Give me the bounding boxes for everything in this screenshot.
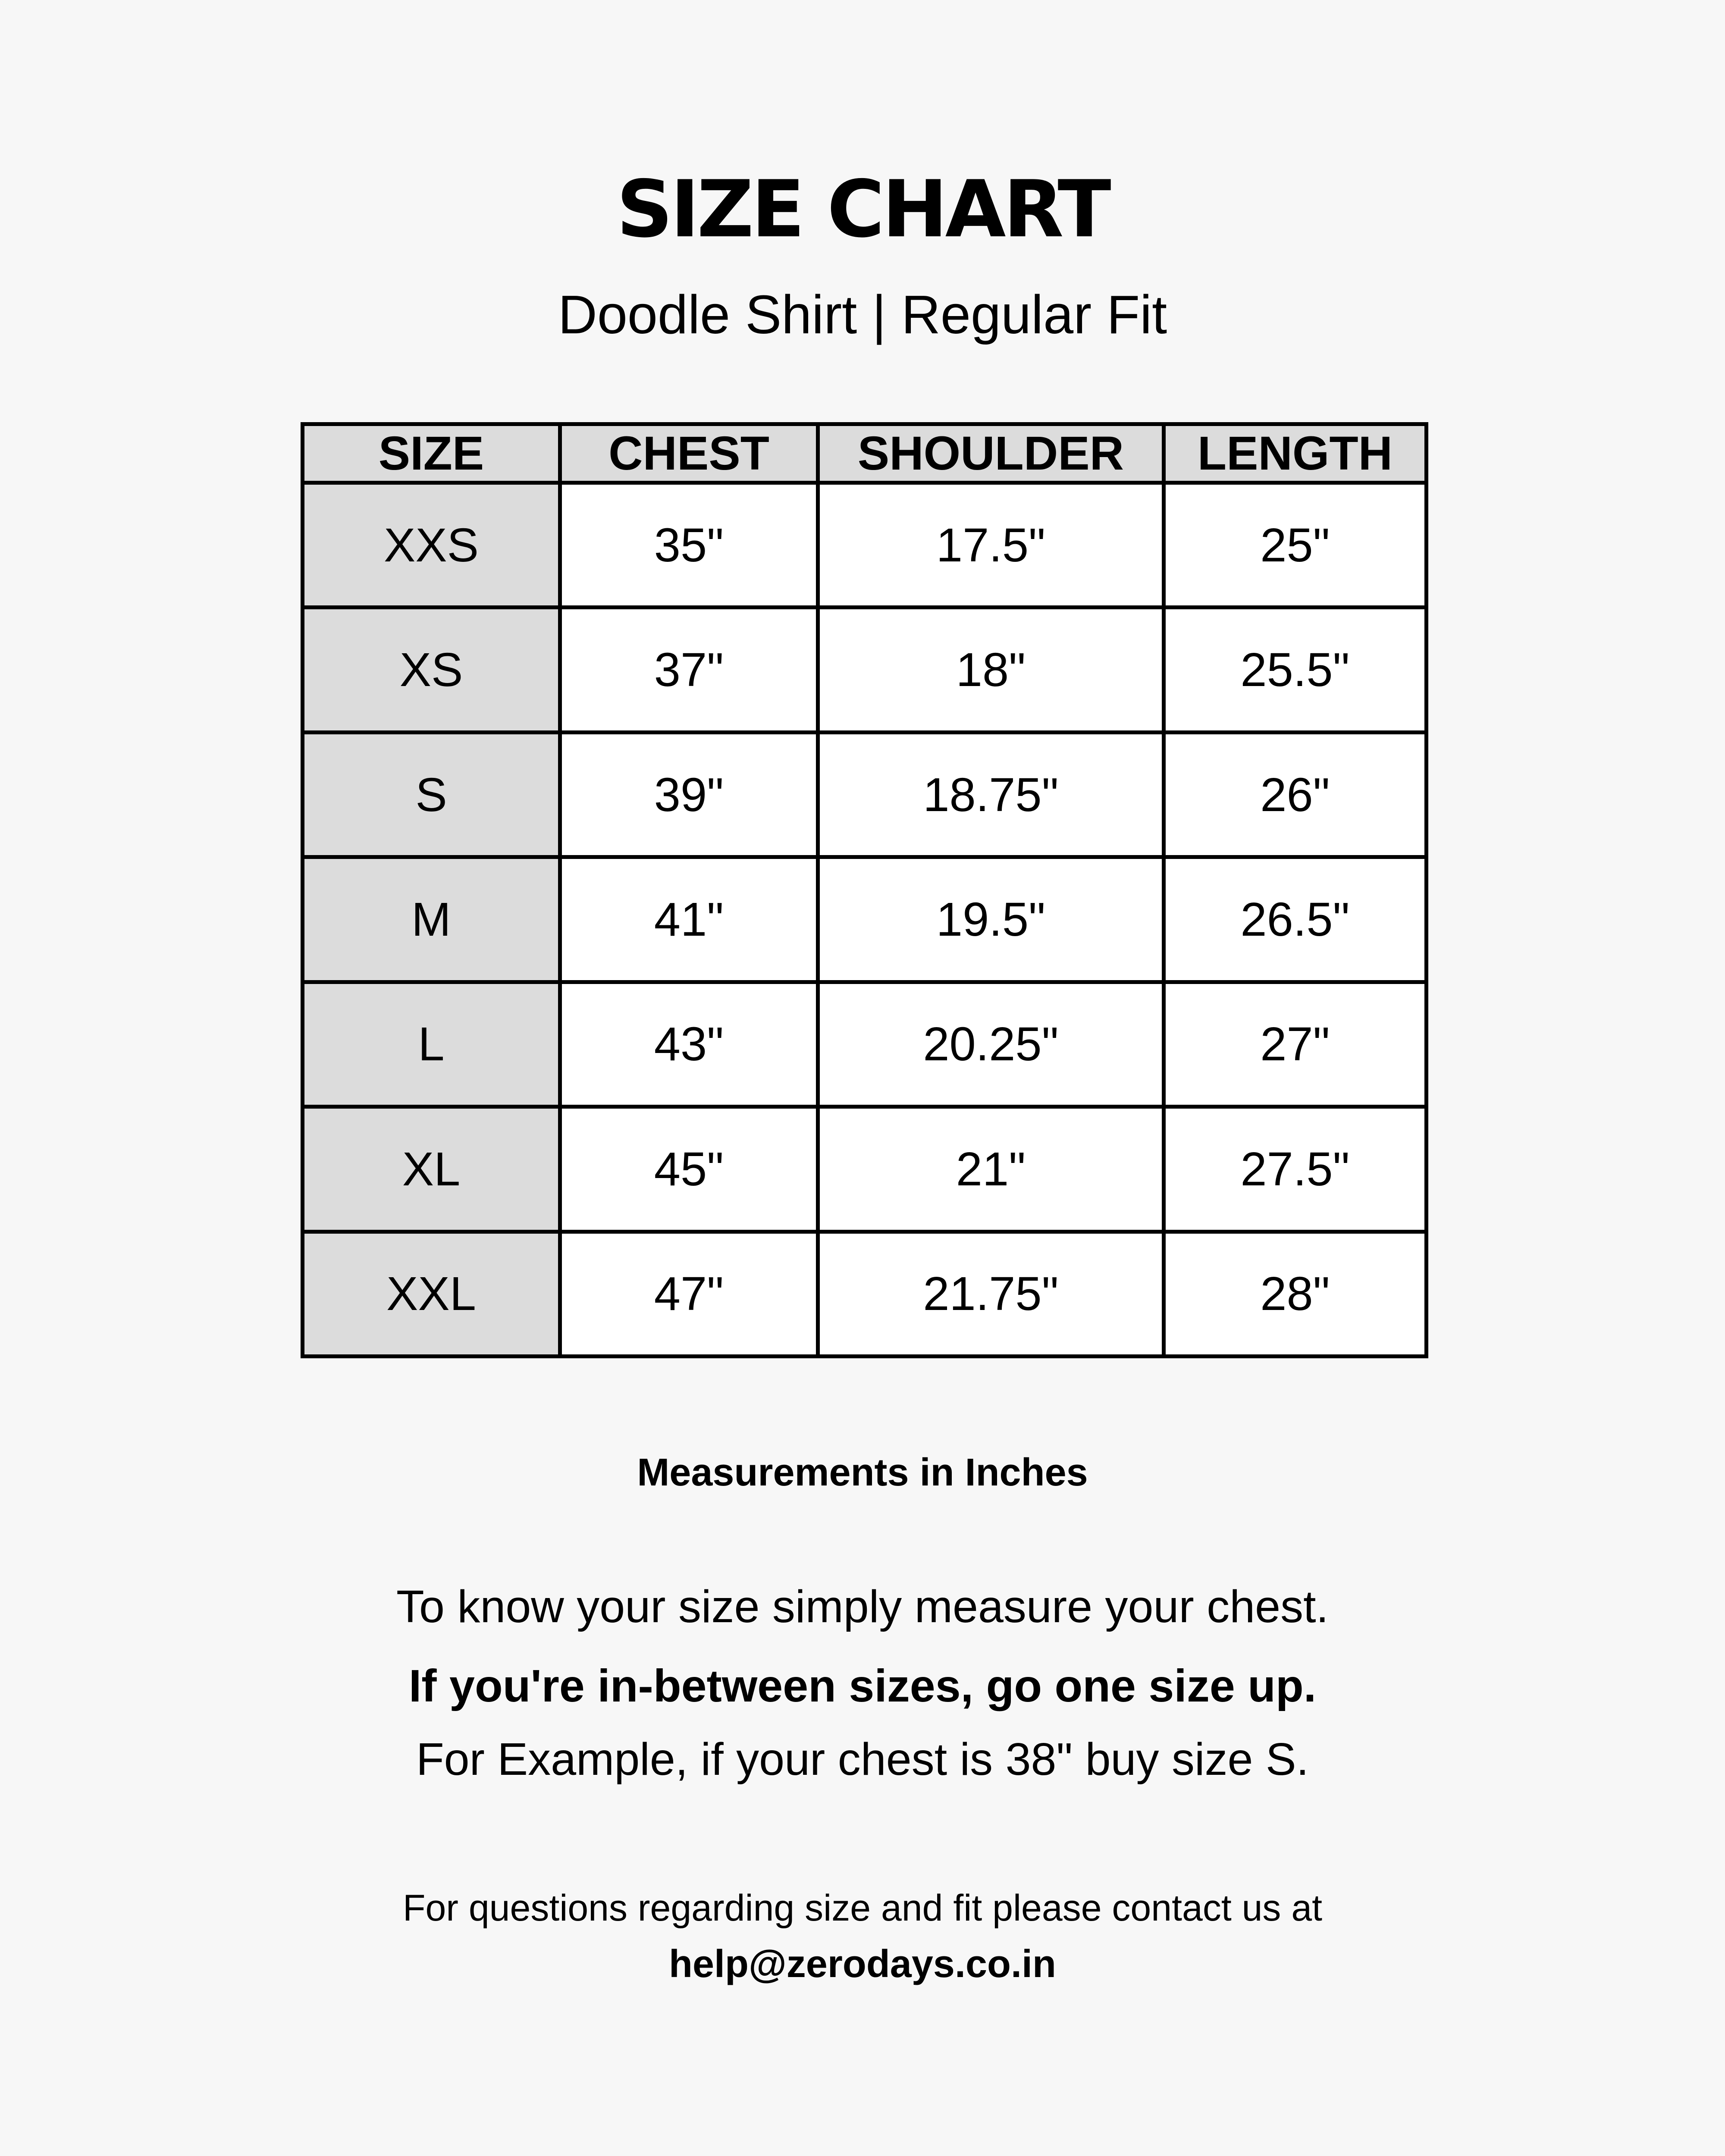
- shoulder-cell: 20.25": [818, 982, 1164, 1106]
- size-cell: XL: [303, 1107, 560, 1232]
- shoulder-cell: 17.5": [818, 483, 1164, 608]
- size-cell: S: [303, 732, 560, 857]
- table-row: [303, 608, 1427, 732]
- length-cell: 27": [1164, 982, 1427, 1106]
- table-header-row: [303, 424, 1427, 483]
- instruction-measure: To know your size simply measure your chest.: [396, 1581, 1329, 1632]
- shoulder-cell: 19.5": [818, 857, 1164, 982]
- contact-email-link[interactable]: help@zerodays.co.in: [669, 1943, 1056, 1986]
- table-row: [303, 857, 1427, 982]
- length-cell: 25": [1164, 483, 1427, 608]
- length-cell: 26": [1164, 732, 1427, 857]
- size-cell: XXS: [303, 483, 560, 608]
- product-subtitle: Doodle Shirt | Regular Fit: [558, 284, 1167, 345]
- shoulder-cell: 18.75": [818, 732, 1164, 857]
- table-row: [303, 732, 1427, 857]
- chest-cell: 45": [560, 1107, 818, 1232]
- contact-text: For questions regarding size and fit please contact us at: [402, 1887, 1323, 1929]
- size-cell: XXL: [303, 1232, 560, 1356]
- size-cell: XS: [303, 608, 560, 732]
- column-header-shoulder: SHOULDER: [818, 424, 1164, 483]
- column-header-size: SIZE: [303, 424, 560, 483]
- column-header-length: LENGTH: [1164, 424, 1427, 483]
- instruction-example: For Example, if your chest is 38" buy size S.: [416, 1734, 1309, 1785]
- shoulder-cell: 18": [818, 608, 1164, 732]
- chest-cell: 37": [560, 608, 818, 732]
- table-row: [303, 982, 1427, 1106]
- column-header-chest: CHEST: [560, 424, 818, 483]
- table-row: [303, 1107, 1427, 1232]
- shoulder-cell: 21.75": [818, 1232, 1164, 1356]
- table-row: [303, 1232, 1427, 1356]
- length-cell: 28": [1164, 1232, 1427, 1356]
- page-title: SIZE CHART: [616, 163, 1109, 255]
- chest-cell: 43": [560, 982, 818, 1106]
- chest-cell: 41": [560, 857, 818, 982]
- chest-cell: 35": [560, 483, 818, 608]
- chest-cell: 39": [560, 732, 818, 857]
- size-cell: M: [303, 857, 560, 982]
- length-cell: 26.5": [1164, 857, 1427, 982]
- length-cell: 25.5": [1164, 608, 1427, 732]
- length-cell: 27.5": [1164, 1107, 1427, 1232]
- units-note: Measurements in Inches: [637, 1451, 1088, 1494]
- table-row: [303, 483, 1427, 608]
- chest-cell: 47": [560, 1232, 818, 1356]
- size-cell: L: [303, 982, 560, 1106]
- size-table: [301, 422, 1428, 1358]
- shoulder-cell: 21": [818, 1107, 1164, 1232]
- instruction-size-up: If you're in-between sizes, go one size up.: [408, 1661, 1317, 1711]
